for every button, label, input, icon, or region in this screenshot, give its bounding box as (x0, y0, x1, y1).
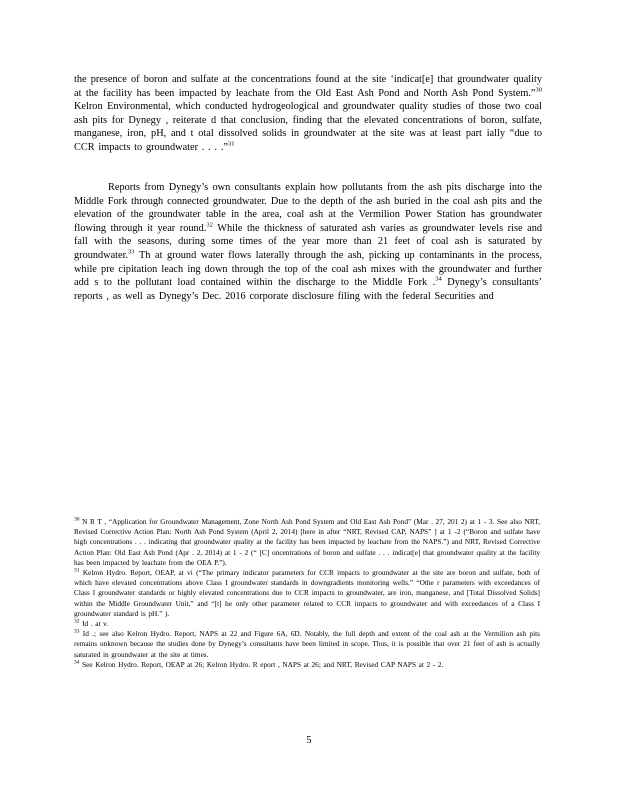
footnote-reference: 33 (128, 248, 135, 256)
footnote-mark: 33 (74, 628, 80, 635)
footnotes-section (74, 517, 540, 670)
footnote-mark: 34 (74, 659, 80, 666)
footnote-reference: 30 (535, 86, 542, 94)
footnote (74, 568, 540, 619)
footnote-mark: 31 (74, 567, 80, 574)
body-paragraph (74, 181, 542, 303)
body-paragraph (74, 73, 542, 155)
footnote-reference: 32 (206, 221, 213, 229)
paragraph-text: While the thickness of saturated ash varies as groundwater levels rise and fall with the seasons, during some times of the year more than 21 feet of coal ash is saturated by groundwater. (74, 222, 542, 261)
footnote (74, 660, 540, 670)
footnote (74, 619, 540, 629)
footnote-text: See Kelron Hydro. Report, OEAP at 26; Kelron Hydro. R eport , NAPS at 26; and NRT, Revised CAP NAPS at 2 - 2. (79, 659, 444, 669)
paragraph-text: the presence of boron and sulfate at the concentrations found at the site ‘indicat[e] that groundwater quality at the facility has been impacted by leachate from the Old East Ash Pond and North Ash Pond System.” (74, 74, 542, 99)
footnote-text: Id . at v. (79, 619, 109, 629)
footnote (74, 517, 540, 568)
paragraph-text: Dynegy’s consultants’ reports , as well as Dynegy’s Dec. 2016 corporate disclosure filing with the federal Securities and (74, 277, 542, 302)
footnote-mark: 32 (74, 618, 80, 625)
page-number: 5 (306, 735, 312, 746)
paragraph-text: Kelron Environmental, which conducted hydrogeological and groundwater quality studies of those two coal ash pits for Dynegy , reiterate d that conclusion, finding that the elevated concentrations of boron, sulfate, manganese, iron, pH, and t otal dissolved solids in groundwater at the site was at least part ially “due to CCR impacts to groundwater . . . .” (74, 101, 542, 153)
footnote-mark: 30 (74, 516, 80, 523)
footnote-text: Kelron Hydro. Report, OEAP, at vi (“The primary indicator parameters for CCR impacts to groundwater at the site are boron and sulfate, both of which have elevated concentrations above Class I groundwater standards in downgradients monitoring wells.” “Othe r parameters with exceedances of Class I groundwater standards or highly elevated concentrations due to CCR impacts to groundwater, are iron, manganese, and [Total Dissolved Solids] within the Middle Groundwater Unit,” and “[t] he only other parameter related to CCR impacts to groundwater and with exceedances of a Class I groundwater standard is pH.” ). (74, 568, 540, 618)
footnote-text: Id .; see also Kelron Hydro. Report, NAPS at 22 and Figure 6A, 6D. Notably, the full depth and extent of the coal ash at the Vermilion ash pits remains unknown because the studies done by Dynegy’s consultants have been limited in scope. Thus, it is possible that over 21 feet of ash is actually saturated in groundwater at the site at times. (74, 629, 540, 659)
footnote-text: N R T , “Application for Groundwater Management, Zone North Ash Pond System and Old East Ash Pond” (Mar . 27, 201 2) at 1 - 3. See also NRT, Revised Corrective Action Plan: North Ash Pond System (April 2, 2014) [here in after “NRT, Revised CAP, NAPS” ] at 1 -2 (“Boron and sulfate have high concentrations . . . indicating that groundwater quality at the facility has been impacted by leachate from the NAPS.”) and NRT, Revised Corrective Action Plan: Old East Ash Pond (Apr . 2, 2014) at 1 - 2 (“ [C] oncentrations of boron and sulfate . . . indicat[e] that groundwater quality at the facility has been impacted by leachate from the OEA P.”). (74, 517, 540, 567)
footnote-reference: 34 (435, 275, 442, 283)
paragraph-text: Reports from Dynegy’s own consultants explain how pollutants from the ash pits discharge into the Middle Fork through connected groundwater. Due to the depth of the ash buried in the coal ash pits and the elevation of the groundwater table in the area, coal ash at the Vermilion Power Station has groundwater flowing through it year round. (74, 182, 542, 234)
footnote-reference: 31 (227, 140, 235, 148)
paragraph-text: Th at ground water flows laterally through the ash, picking up contaminants in the process, while pre cipitation leach ing down through the top of the coal ash mixes with the groundwater and further add s to the pollutant load contained within the discharge to the Middle Fork . (74, 249, 542, 289)
footnote (74, 629, 540, 660)
